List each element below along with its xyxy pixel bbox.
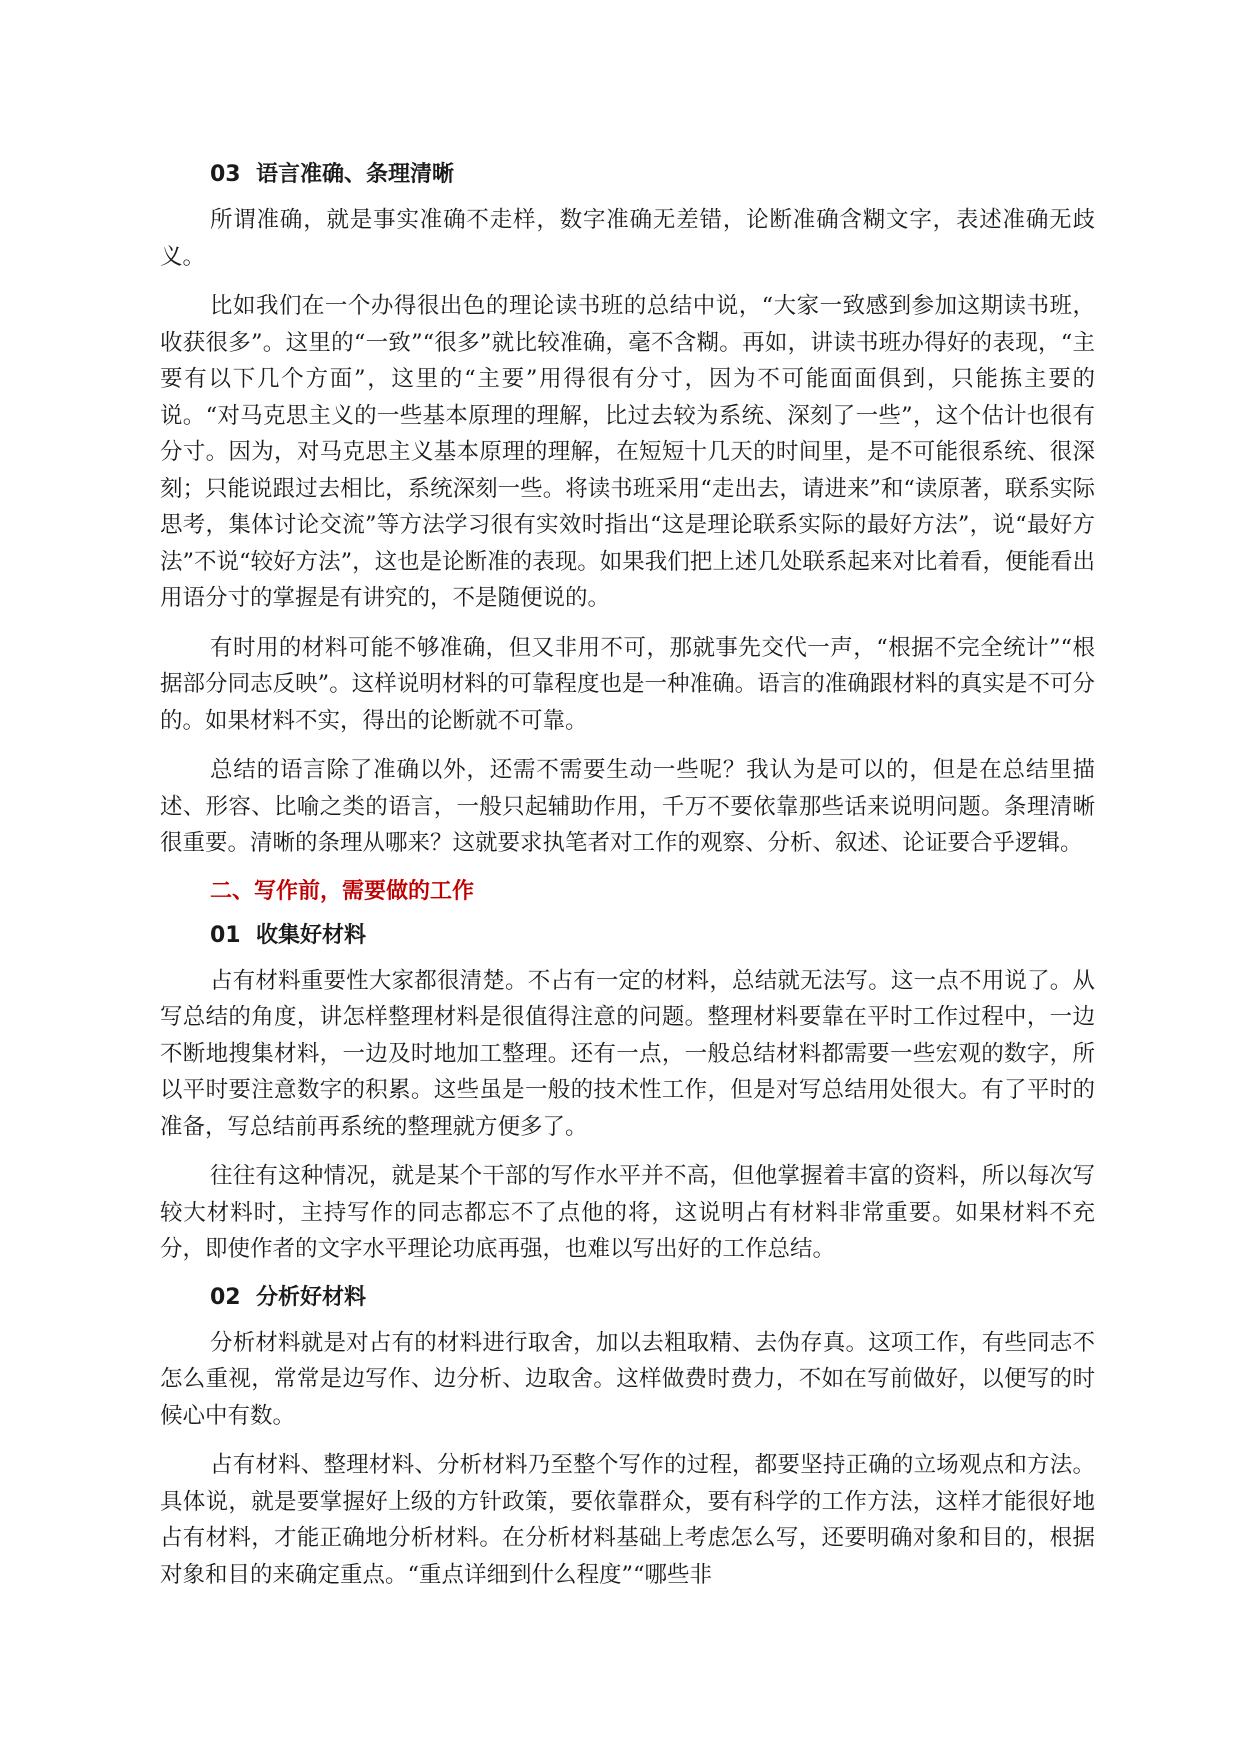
document-page	[160, 158, 1095, 1606]
heading-title: 收集好材料	[256, 922, 367, 948]
paragraph: 有时用的材料可能不够准确，但又非用不可，那就事先交代一声，“根据不完全统计”“根据部分同志反映”。这样说明材料的可靠程度也是一种准确。语言的准确跟材料的真实是不可分的。如果材料不实，得出的论断就不可靠。	[160, 634, 1095, 734]
paragraph: 总结的语言除了准确以外，还需不需要生动一些呢？我认为是可以的，但是在总结里描述、形容、比喻之类的语言，一般只起辅助作用，千万不要依靠那些话来说明问题。条理清晰很重要。清晰的条理从哪来？这就要求执笔者对工作的观察、分析、叙述、论证要合乎逻辑。	[160, 757, 1095, 856]
paragraph: 分析材料就是对占有的材料进行取舍，加以去粗取精、去伪存真。这项工作，有些同志不怎么重视，常常是边写作、边分析、边取舍。这样做费时费力，不如在写前做好，以便写的时候心中有数。	[160, 1329, 1095, 1429]
section-heading-part-two: 二、写作前，需要做的工作	[210, 878, 475, 904]
section-heading-01	[160, 919, 1095, 953]
heading-number: 01	[210, 922, 241, 948]
section-heading-02	[160, 1281, 1095, 1315]
paragraph: 占有材料重要性大家都很清楚。不占有一定的材料，总结就无法写。这一点不用说了。从写总结的角度，讲怎样整理材料是很值得注意的问题。整理材料要靠在平时工作过程中，一边不断地搜集材料，一边及时地加工整理。还有一点，一般总结材料都需要一些宏观的数字，所以平时要注意数字的积累。这些虽是一般的技术性工作，但是对写总结用处很大。有了平时的准备，写总结前再系统的整理就方便多了。	[160, 967, 1095, 1140]
heading-title: 分析好材料	[256, 1284, 367, 1310]
paragraph: 往往有这种情况，就是某个干部的写作水平并不高，但他掌握着丰富的资料，所以每次写较大材料时，主持写作的同志都忘不了点他的将，这说明占有材料非常重要。如果材料不充分，即使作者的文字水平理论功底再强，也难以写出好的工作总结。	[160, 1163, 1095, 1262]
paragraph: 占有材料、整理材料、分析材料乃至整个写作的过程，都要坚持正确的立场观点和方法。具体说，就是要掌握好上级的方针政策，要依靠群众，要有科学的工作方法，这样才能很好地占有材料，才能正确地分析材料。在分析材料基础上考虑怎么写，还要明确对象和目的，根据对象和目的来确定重点。“重点详细到什么程度”“哪些非	[160, 1452, 1095, 1588]
paragraph: 比如我们在一个办得很出色的理论读书班的总结中说，“大家一致感到参加这期读书班，收获很多”。这里的“一致”“很多”就比较准确，毫不含糊。再如，讲读书班办得好的表现，“主要有以下几个方面”，这里的“主要”用得很有分寸，因为不可能面面俱到，只能拣主要的说。“对马克思主义的一些基本原理的理解，比过去较为系统、深刻了一些”，这个估计也很有分寸。因为，对马克思主义基本原理的理解，在短短十几天的时间里，是不可能很系统、很深刻；只能说跟过去相比，系统深刻一些。将读书班采用“走出去，请进来”和“读原著，联系实际思考，集体讨论交流”等方法学习很有实效时指出“这是理论联系实际的最好方法”，说“最好方法”不说“较好方法”，这也是论断准的表现。如果我们把上述几处联系起来对比着看，便能看出用语分寸的掌握是有讲究的，不是随便说的。	[160, 293, 1095, 611]
paragraph: 所谓准确，就是事实准确不走样，数字准确无差错，论断准确含糊文字，表述准确无歧义。	[160, 207, 1095, 270]
heading-number: 03	[210, 162, 241, 187]
heading-number: 02	[210, 1284, 241, 1310]
heading-title: 语言准确、条理清晰	[256, 162, 455, 187]
section-heading-03	[160, 158, 1095, 192]
